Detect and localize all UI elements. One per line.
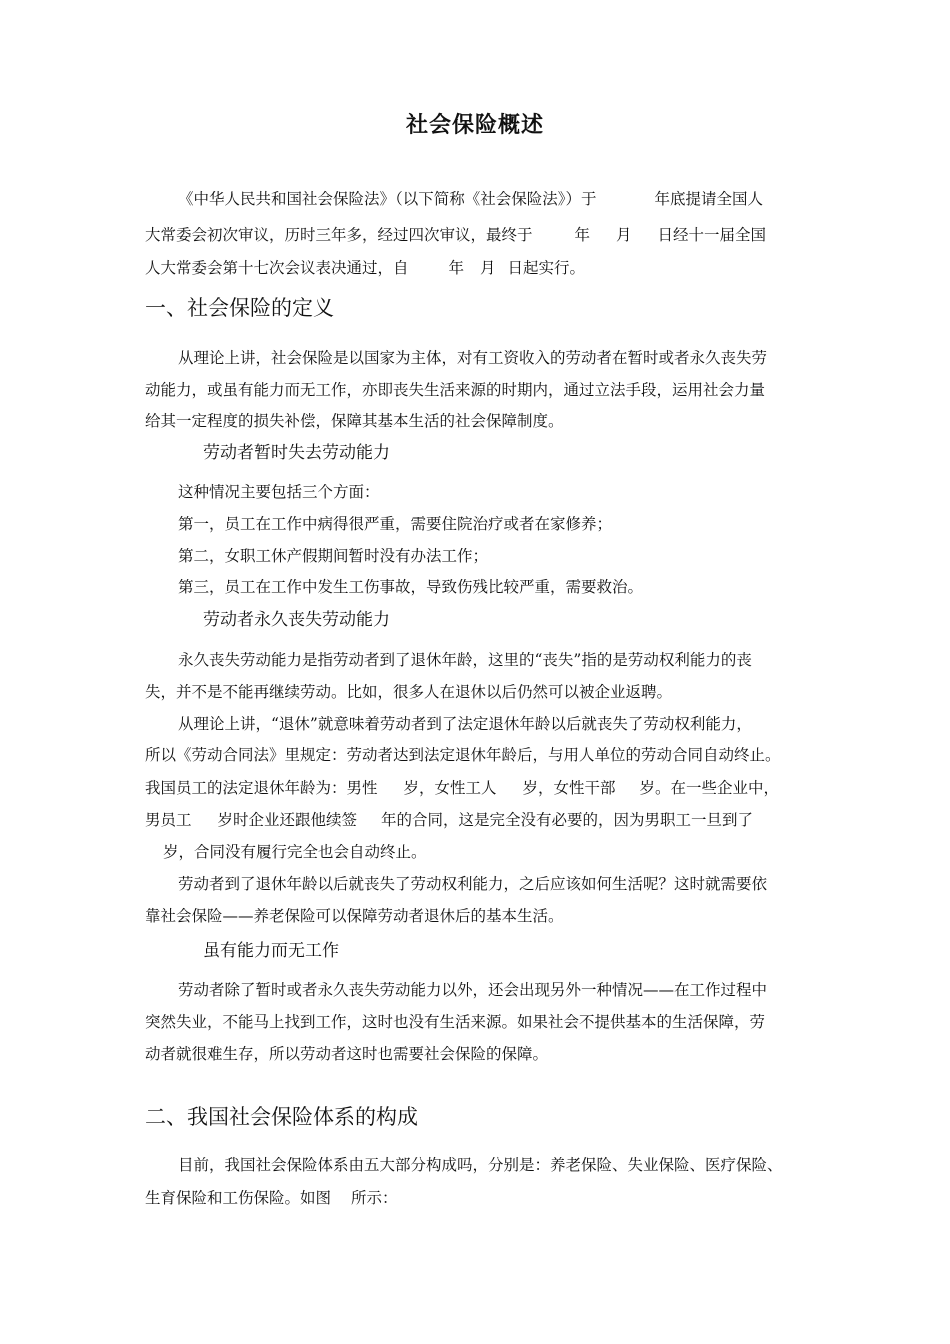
subheading-no-work: 虽有能力而无工作 (203, 941, 339, 961)
page-title: 社会保险概述 (405, 113, 544, 138)
intro-text: 日经十一届全国 (657, 226, 767, 244)
intro-text: 年 (448, 259, 465, 277)
paragraph-text: 年的合同，这是完全没有必要的，因为男职工一旦到了 (381, 811, 754, 829)
intro-line-1 (178, 189, 763, 209)
paragraph-text: 岁，女性干部 (522, 779, 616, 797)
list-item: 第二，女职工休产假期间暂时没有办法工作； (178, 547, 489, 565)
intro-line-3 (145, 258, 585, 278)
intro-text: 月 (480, 259, 496, 277)
paragraph-line: 所以《劳动合同法》里规定：劳动者达到法定退休年龄后，与用人单位的劳动合同自动终止。 (145, 746, 781, 764)
paragraph-line: 永久丧失劳动能力是指劳动者到了退休年龄，这里的“丧失”指的是劳动权利能力的丧 (178, 651, 752, 669)
paragraph-text: 岁时企业还跟他续签 (217, 811, 358, 829)
intro-text: 年 (574, 226, 591, 244)
paragraph-line: 失，并不是不能再继续劳动。比如，很多人在退休以后仍然可以被企业返聘。 (145, 683, 673, 701)
paragraph-line: 目前，我国社会保险体系由五大部分构成吗，分别是：养老保险、失业保险、医疗保险、 (178, 1156, 783, 1174)
paragraph-line (145, 810, 753, 830)
paragraph-line (145, 778, 779, 798)
paragraph-line: 动能力，或虽有能力而无工作，亦即丧失生活来源的时期内，通过立法手段，运用社会力量 (145, 381, 766, 399)
paragraph-line: 突然失业，不能马上找到工作，这时也没有生活来源。如果社会不提供基本的生活保障，劳 (145, 1013, 766, 1031)
paragraph-line: 劳动者到了退休年龄以后就丧失了劳动权利能力，之后应该如何生活呢？这时就需要依 (178, 875, 768, 893)
intro-text: 《中华人民共和国社会保险法》（以下简称《社会保险法》）于 (178, 190, 597, 208)
intro-text: 大常委会初次审议，历时三年多，经过四次审议，最终于 (145, 226, 533, 244)
subheading-temporary-loss: 劳动者暂时失去劳动能力 (203, 443, 390, 463)
paragraph-line: 从理论上讲，社会保险是以国家为主体，对有工资收入的劳动者在暂时或者永久丧失劳 (178, 349, 768, 367)
paragraph-line: 动者就很难生存，所以劳动者这时也需要社会保险的保障。 (145, 1045, 549, 1063)
paragraph-text: 男员工 (145, 811, 192, 829)
intro-text: 月 (616, 226, 632, 244)
intro-text: 年底提请全国人 (654, 190, 764, 208)
paragraph-text: 岁，女性工人 (403, 779, 497, 797)
intro-text: 日起实行。 (507, 259, 586, 277)
list-item: 第一，员工在工作中病得很严重，需要住院治疗或者在家修养； (178, 515, 613, 533)
section-1-heading: 一、社会保险的定义 (145, 296, 334, 320)
intro-line-2 (145, 225, 766, 245)
paragraph-line: 岁，合同没有履行完全也会自动终止。 (163, 843, 427, 861)
subheading-permanent-loss: 劳动者永久丧失劳动能力 (203, 610, 390, 630)
intro-text: 人大常委会第十七次会议表决通过，自 (145, 259, 409, 277)
paragraph-line: 劳动者除了暂时或者永久丧失劳动能力以外，还会出现另外一种情况——在工作过程中 (178, 981, 768, 999)
paragraph-text: 生育保险和工伤保险。如图 (145, 1189, 332, 1207)
paragraph-line (145, 1188, 398, 1208)
paragraph-line: 靠社会保险——养老保险可以保障劳动者退休后的基本生活。 (145, 907, 564, 925)
list-item: 这种情况主要包括三个方面： (178, 483, 380, 501)
paragraph-line: 从理论上讲，“退休”就意味着劳动者到了法定退休年龄以后就丧失了劳动权利能力， (178, 715, 752, 733)
paragraph-line: 给其一定程度的损失补偿，保障其基本生活的社会保障制度。 (145, 412, 564, 430)
list-item: 第三，员工在工作中发生工伤事故，导致伤残比较严重，需要救治。 (178, 578, 644, 596)
section-2-heading: 二、我国社会保险体系的构成 (145, 1105, 418, 1129)
paragraph-text: 所示： (351, 1189, 398, 1207)
paragraph-text: 岁。在一些企业中， (639, 779, 780, 797)
paragraph-text: 我国员工的法定退休年龄为：男性 (145, 779, 378, 797)
